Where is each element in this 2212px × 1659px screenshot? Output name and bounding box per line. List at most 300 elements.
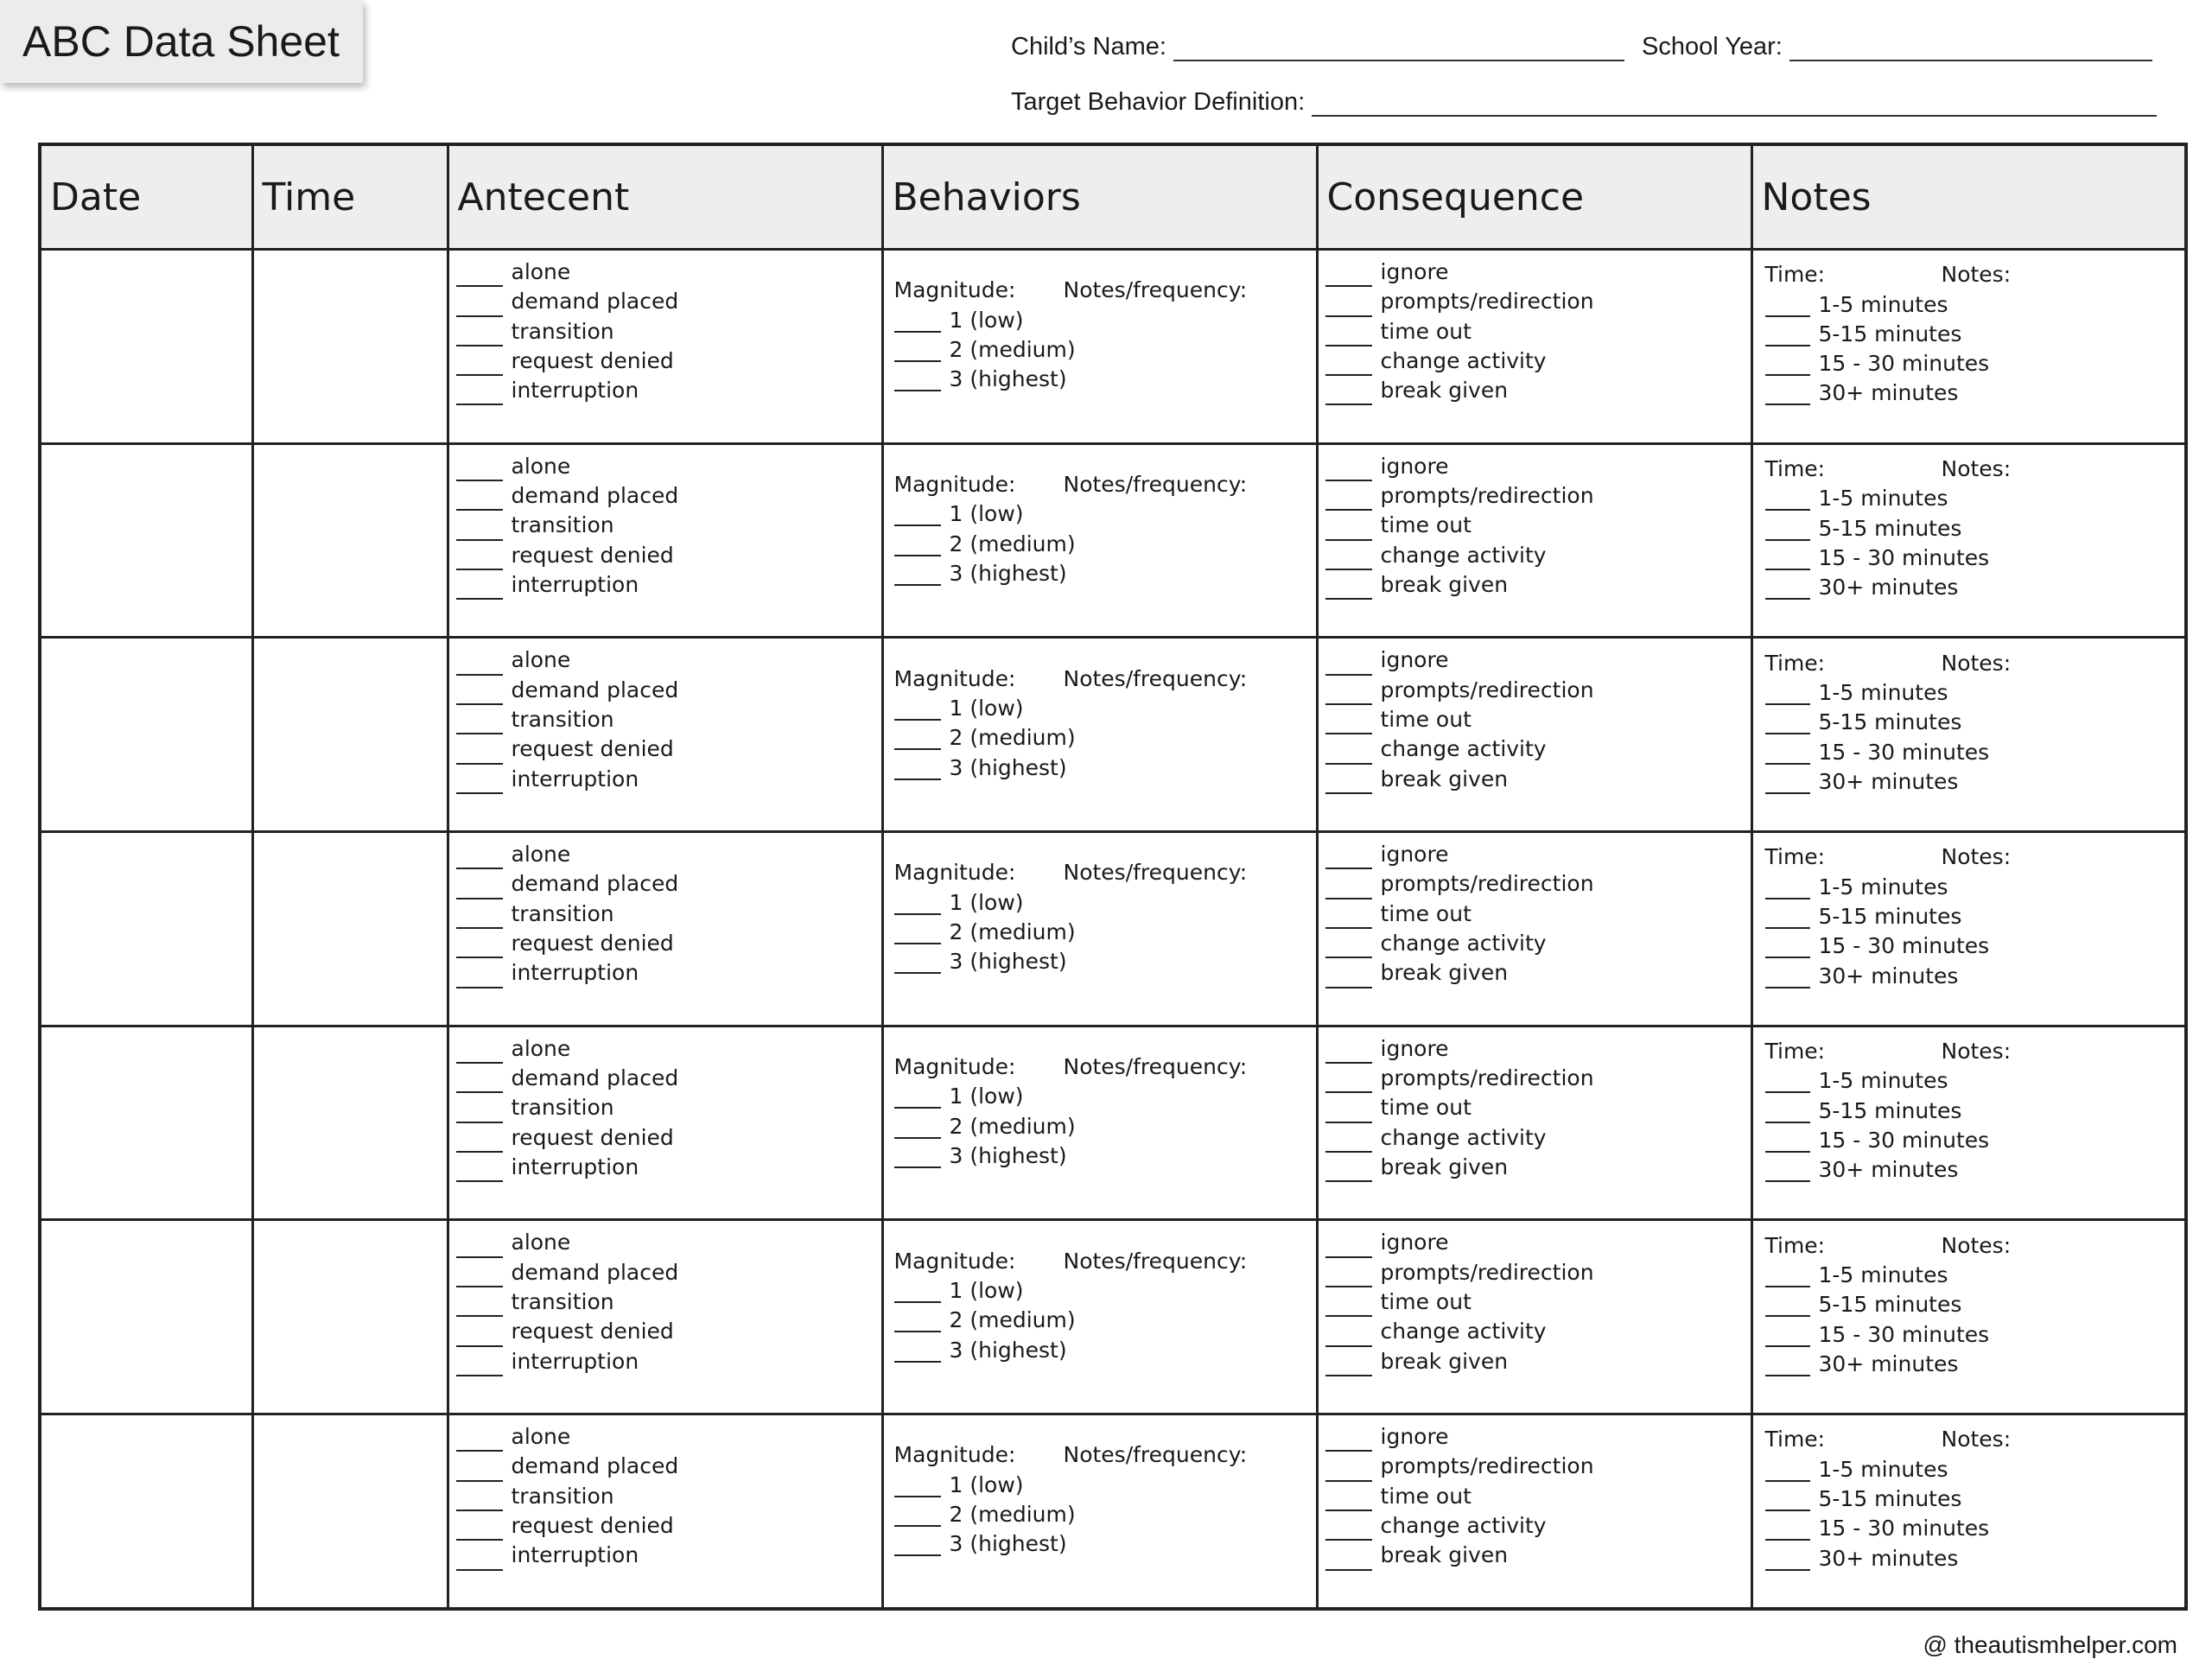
header-fields-row: [1011, 33, 2152, 61]
target-behavior-label: Target Behavior Definition:: [1011, 88, 1306, 116]
consequence-option-label: break given: [1380, 1348, 1509, 1374]
antecedent-option: [456, 1034, 881, 1064]
consequence-options: [1319, 1415, 1751, 1570]
duration-option-label: 30+ minutes: [1818, 1351, 1959, 1376]
checkbox-blank[interactable]: [894, 1084, 941, 1109]
checkbox-blank[interactable]: [1325, 741, 1372, 765]
magnitude-option: [894, 1079, 1316, 1109]
checkbox-blank[interactable]: [1325, 1069, 1372, 1093]
checkbox-blank[interactable]: [456, 964, 503, 988]
antecedent-option: [456, 869, 881, 899]
magnitude-label: Magnitude:: [893, 1248, 1016, 1274]
checkbox-blank[interactable]: [1765, 546, 1810, 570]
antecedent-option: [456, 257, 881, 287]
checkbox-blank[interactable]: [1765, 905, 1810, 929]
notes-cell: [1751, 638, 2186, 832]
notes-options: [1753, 1415, 2185, 1570]
antecedent-option-label: transition: [511, 900, 614, 926]
antecedent-option: [456, 1347, 881, 1376]
consequence-option-label: break given: [1380, 1542, 1509, 1568]
checkbox-blank[interactable]: [1325, 681, 1372, 705]
table-row: [40, 832, 2186, 1027]
checkbox-blank[interactable]: [1765, 575, 1810, 600]
notes-cell: [1751, 1026, 2186, 1220]
time-cell[interactable]: [252, 443, 448, 638]
checkbox-blank[interactable]: [456, 1458, 503, 1482]
column-header-consequence: Consequence: [1317, 144, 1751, 250]
antecedent-option-label: transition: [511, 318, 614, 344]
time-cell[interactable]: [252, 250, 448, 444]
consequence-option-label: prompts/redirection: [1380, 1259, 1594, 1285]
antecedent-option-label: demand placed: [511, 1065, 679, 1091]
checkbox-blank[interactable]: [1325, 652, 1372, 676]
consequence-option-label: break given: [1380, 571, 1509, 597]
consequence-option: [1325, 1541, 1751, 1570]
date-cell[interactable]: [40, 250, 252, 444]
behaviors-cell: [882, 1220, 1317, 1414]
checkbox-blank[interactable]: [456, 1427, 503, 1452]
consequence-option-label: prompts/redirection: [1380, 1065, 1594, 1091]
checkbox-blank[interactable]: [456, 322, 503, 346]
checkbox-blank[interactable]: [1325, 1099, 1372, 1123]
checkbox-blank[interactable]: [1765, 1128, 1810, 1153]
consequence-option-label: break given: [1380, 960, 1509, 986]
checkbox-blank[interactable]: [456, 652, 503, 676]
frequency-label: Notes/frequency:: [1063, 1442, 1248, 1468]
checkbox-blank[interactable]: [1765, 964, 1810, 988]
antecedent-option: [456, 734, 881, 764]
magnitude-option: [894, 1139, 1316, 1168]
antecedent-option-label: alone: [511, 1230, 571, 1255]
checkbox-blank[interactable]: [1765, 710, 1810, 734]
consequence-option-label: break given: [1380, 378, 1509, 404]
antecedent-option-label: transition: [511, 1289, 614, 1315]
checkbox-blank[interactable]: [456, 845, 503, 869]
consequence-option: [1325, 1034, 1751, 1064]
duration-option: [1765, 734, 2185, 764]
checkbox-blank[interactable]: [1325, 964, 1372, 988]
consequence-option-label: change activity: [1380, 1124, 1547, 1150]
consequence-option: [1325, 1123, 1751, 1153]
checkbox-blank[interactable]: [894, 1473, 941, 1497]
consequence-option: [1325, 1452, 1751, 1481]
target-behavior-row: [1011, 88, 2157, 117]
consequence-option-label: break given: [1380, 766, 1509, 791]
checkbox-blank[interactable]: [1765, 517, 1810, 541]
checkbox-blank[interactable]: [894, 920, 941, 944]
checkbox-blank[interactable]: [456, 710, 503, 734]
consequence-option: [1325, 452, 1751, 481]
checkbox-blank[interactable]: [1325, 1234, 1372, 1258]
antecedent-option-label: transition: [511, 512, 614, 538]
notes-notes-label: Notes:: [1941, 1232, 2012, 1258]
checkbox-blank[interactable]: [456, 1039, 503, 1064]
checkbox-blank[interactable]: [1325, 322, 1372, 346]
notes-options: [1753, 445, 2185, 600]
checkbox-blank[interactable]: [1765, 770, 1810, 794]
checkbox-blank[interactable]: [1765, 934, 1810, 958]
consequence-cell: [1317, 832, 1751, 1027]
checkbox-blank[interactable]: [1325, 1128, 1372, 1153]
frequency-label: Notes/frequency:: [1063, 860, 1248, 886]
consequence-cell: [1317, 1220, 1751, 1414]
antecedent-option-label: alone: [511, 1424, 571, 1450]
behaviors-header: [894, 661, 1316, 690]
antecedent-option-label: request denied: [511, 930, 674, 956]
checkbox-blank[interactable]: [1765, 1458, 1810, 1482]
magnitude-option: [894, 362, 1316, 391]
checkbox-blank[interactable]: [456, 875, 503, 899]
consequence-option-label: ignore: [1380, 647, 1449, 673]
antecedent-option-label: alone: [511, 453, 571, 479]
checkbox-blank[interactable]: [894, 1338, 941, 1363]
duration-option-label: 30+ minutes: [1818, 768, 1959, 794]
column-header-time: Time: [252, 144, 448, 250]
checkbox-blank[interactable]: [894, 1503, 941, 1527]
date-cell[interactable]: [40, 443, 252, 638]
checkbox-blank[interactable]: [456, 1547, 503, 1571]
checkbox-blank[interactable]: [1325, 352, 1372, 376]
time-cell[interactable]: [252, 638, 448, 832]
checkbox-blank[interactable]: [1325, 1427, 1372, 1452]
date-cell[interactable]: [40, 832, 252, 1027]
checkbox-blank[interactable]: [456, 1128, 503, 1153]
consequence-options: [1319, 1027, 1751, 1182]
school-year-label: School Year:: [1641, 33, 1783, 60]
magnitude-option-label: 2 (medium): [949, 531, 1076, 556]
checkbox-blank[interactable]: [894, 1308, 941, 1332]
behaviors-options: [884, 1027, 1316, 1168]
checkbox-blank[interactable]: [894, 696, 941, 721]
target-behavior-field[interactable]: [1312, 91, 2157, 117]
antecedent-option-label: request denied: [511, 1319, 674, 1344]
notes-options: [1753, 1027, 2185, 1182]
duration-option-label: 5-15 minutes: [1818, 1097, 1962, 1123]
antecedent-option-label: request denied: [511, 347, 674, 373]
checkbox-blank[interactable]: [1765, 1069, 1810, 1093]
checkbox-blank[interactable]: [456, 1158, 503, 1182]
antecedent-option-label: interruption: [511, 1542, 639, 1568]
checkbox-blank[interactable]: [1765, 1263, 1810, 1287]
magnitude-option-label: 2 (medium): [949, 725, 1076, 751]
duration-option: [1765, 1064, 2185, 1093]
checkbox-blank[interactable]: [894, 891, 941, 915]
antecedent-options: [449, 445, 881, 600]
consequence-options: [1319, 639, 1751, 793]
checkbox-blank[interactable]: [1325, 381, 1372, 405]
notes-time-label: Time:: [1764, 844, 1826, 870]
behaviors-options: [884, 1415, 1316, 1556]
checkbox-blank[interactable]: [456, 1263, 503, 1287]
duration-option: [1765, 1482, 2185, 1511]
antecedent-cell: [448, 638, 882, 832]
checkbox-blank[interactable]: [456, 1234, 503, 1258]
magnitude-label: Magnitude:: [893, 277, 1016, 303]
antecedent-option-label: request denied: [511, 736, 674, 762]
checkbox-blank[interactable]: [1325, 263, 1372, 287]
checkbox-blank[interactable]: [894, 338, 941, 362]
consequence-option-label: time out: [1380, 1289, 1471, 1315]
notes-header: [1765, 1034, 2185, 1064]
antecedent-option-label: transition: [511, 1095, 614, 1121]
consequence-cell: [1317, 1026, 1751, 1220]
antecedent-option: [456, 376, 881, 405]
checkbox-blank[interactable]: [456, 381, 503, 405]
duration-option: [1765, 958, 2185, 988]
notes-options: [1753, 1221, 2185, 1376]
antecedent-option: [456, 481, 881, 511]
antecedent-option-label: transition: [511, 706, 614, 732]
checkbox-blank[interactable]: [456, 905, 503, 929]
antecedent-option: [456, 929, 881, 958]
checkbox-blank[interactable]: [894, 1144, 941, 1168]
child-name-label: Child’s Name:: [1011, 33, 1166, 60]
checkbox-blank[interactable]: [1325, 1547, 1372, 1571]
magnitude-option-label: 3 (highest): [949, 1142, 1067, 1168]
magnitude-option: [894, 691, 1316, 721]
checkbox-blank[interactable]: [1325, 1263, 1372, 1287]
checkbox-blank[interactable]: [456, 1293, 503, 1317]
checkbox-blank[interactable]: [1325, 1487, 1372, 1511]
date-cell[interactable]: [40, 638, 252, 832]
checkbox-blank[interactable]: [1325, 1039, 1372, 1064]
checkbox-blank[interactable]: [456, 293, 503, 317]
time-cell[interactable]: [252, 1026, 448, 1220]
checkbox-blank[interactable]: [456, 1352, 503, 1376]
notes-cell: [1751, 443, 2186, 638]
checkbox-blank[interactable]: [1325, 1516, 1372, 1541]
antecedent-option: [456, 287, 881, 316]
magnitude-option: [894, 1109, 1316, 1138]
checkbox-blank[interactable]: [1325, 845, 1372, 869]
checkbox-blank[interactable]: [894, 367, 941, 391]
checkbox-blank[interactable]: [456, 546, 503, 570]
checkbox-blank[interactable]: [456, 457, 503, 481]
magnitude-option: [894, 915, 1316, 944]
checkbox-blank[interactable]: [1765, 681, 1810, 705]
checkbox-blank[interactable]: [1325, 1323, 1372, 1347]
behaviors-header: [894, 467, 1316, 497]
behaviors-header: [894, 273, 1316, 302]
consequence-option: [1325, 257, 1751, 287]
magnitude-option-label: 1 (low): [949, 1278, 1024, 1304]
time-cell[interactable]: [252, 1220, 448, 1414]
checkbox-blank[interactable]: [1325, 486, 1372, 511]
checkbox-blank[interactable]: [1765, 293, 1810, 317]
checkbox-blank[interactable]: [894, 726, 941, 750]
antecedent-option: [456, 1123, 881, 1153]
behaviors-header: [894, 1243, 1316, 1273]
checkbox-blank[interactable]: [1765, 352, 1810, 376]
duration-option: [1765, 1153, 2185, 1182]
consequence-option-label: change activity: [1380, 930, 1547, 956]
antecedent-option-label: alone: [511, 842, 571, 868]
checkbox-blank[interactable]: [1325, 457, 1372, 481]
magnitude-option-label: 3 (highest): [949, 366, 1067, 392]
duration-option-label: 5-15 minutes: [1818, 1292, 1962, 1318]
checkbox-blank[interactable]: [1325, 293, 1372, 317]
notes-time-label: Time:: [1764, 1232, 1826, 1258]
checkbox-blank[interactable]: [1325, 875, 1372, 899]
notes-header: [1765, 1422, 2185, 1452]
checkbox-blank[interactable]: [1325, 710, 1372, 734]
checkbox-blank[interactable]: [1765, 1323, 1810, 1347]
antecedent-option-label: alone: [511, 1035, 571, 1061]
checkbox-blank[interactable]: [894, 308, 941, 333]
checkbox-blank[interactable]: [456, 1099, 503, 1123]
checkbox-blank[interactable]: [1325, 905, 1372, 929]
magnitude-option-label: 3 (highest): [949, 560, 1067, 586]
date-cell[interactable]: [40, 1026, 252, 1220]
magnitude-option-label: 3 (highest): [949, 949, 1067, 975]
consequence-option: [1325, 869, 1751, 899]
notes-time-label: Time:: [1764, 262, 1826, 288]
magnitude-option: [894, 1303, 1316, 1332]
checkbox-blank[interactable]: [456, 934, 503, 958]
behaviors-cell: [882, 443, 1317, 638]
magnitude-option-label: 3 (highest): [949, 754, 1067, 780]
checkbox-blank[interactable]: [1765, 875, 1810, 899]
checkbox-blank[interactable]: [1325, 575, 1372, 600]
consequence-option: [1325, 481, 1751, 511]
consequence-option: [1325, 376, 1751, 405]
checkbox-blank[interactable]: [1325, 1352, 1372, 1376]
checkbox-blank[interactable]: [456, 770, 503, 794]
abc-data-table: [38, 143, 2188, 1611]
checkbox-blank[interactable]: [456, 1487, 503, 1511]
magnitude-option: [894, 556, 1316, 586]
checkbox-blank[interactable]: [1765, 381, 1810, 405]
behaviors-header: [894, 1438, 1316, 1467]
checkbox-blank[interactable]: [1765, 741, 1810, 765]
checkbox-blank[interactable]: [1325, 1458, 1372, 1482]
antecedent-option: [456, 1064, 881, 1093]
checkbox-blank[interactable]: [1325, 1293, 1372, 1317]
magnitude-label: Magnitude:: [893, 471, 1016, 497]
duration-option-label: 5-15 minutes: [1818, 709, 1962, 735]
checkbox-blank[interactable]: [1765, 486, 1810, 511]
checkbox-blank[interactable]: [1325, 770, 1372, 794]
checkbox-blank[interactable]: [894, 1532, 941, 1556]
magnitude-option: [894, 721, 1316, 750]
checkbox-blank[interactable]: [1765, 1547, 1810, 1571]
checkbox-blank[interactable]: [1765, 1099, 1810, 1123]
consequence-option-label: ignore: [1380, 1035, 1449, 1061]
checkbox-blank[interactable]: [456, 1069, 503, 1093]
antecedent-cell: [448, 1220, 882, 1414]
checkbox-blank[interactable]: [456, 263, 503, 287]
notes-time-label: Time:: [1764, 1039, 1826, 1065]
table-row: [40, 638, 2186, 832]
checkbox-blank[interactable]: [894, 950, 941, 974]
consequence-option-label: time out: [1380, 512, 1471, 538]
checkbox-blank[interactable]: [456, 575, 503, 600]
antecedent-cell: [448, 832, 882, 1027]
antecedent-option: [456, 899, 881, 929]
consequence-option: [1325, 958, 1751, 988]
notes-time-label: Time:: [1764, 1427, 1826, 1452]
checkbox-blank[interactable]: [456, 741, 503, 765]
checkbox-blank[interactable]: [1765, 1516, 1810, 1541]
checkbox-blank[interactable]: [456, 1323, 503, 1347]
checkbox-blank[interactable]: [456, 1516, 503, 1541]
duration-option-label: 30+ minutes: [1818, 380, 1959, 406]
magnitude-option-label: 3 (highest): [949, 1337, 1067, 1363]
behaviors-cell: [882, 638, 1317, 832]
checkbox-blank[interactable]: [894, 502, 941, 526]
antecedent-option: [456, 1258, 881, 1287]
checkbox-blank[interactable]: [894, 532, 941, 556]
checkbox-blank[interactable]: [1765, 1293, 1810, 1317]
consequence-option-label: change activity: [1380, 736, 1547, 762]
antecedent-option-label: request denied: [511, 1124, 674, 1150]
antecedent-option: [456, 1452, 881, 1481]
behaviors-cell: [882, 832, 1317, 1027]
checkbox-blank[interactable]: [1765, 1352, 1810, 1376]
duration-option-label: 15 - 30 minutes: [1818, 1516, 1990, 1541]
consequence-option-label: change activity: [1380, 1319, 1547, 1344]
consequence-option: [1325, 840, 1751, 869]
checkbox-blank[interactable]: [1765, 322, 1810, 346]
notes-notes-label: Notes:: [1941, 1039, 2012, 1065]
checkbox-blank[interactable]: [894, 562, 941, 586]
checkbox-blank[interactable]: [894, 756, 941, 780]
checkbox-blank[interactable]: [456, 681, 503, 705]
notes-notes-label: Notes:: [1941, 262, 2012, 288]
checkbox-blank[interactable]: [1765, 1487, 1810, 1511]
antecedent-option: [456, 1317, 881, 1346]
checkbox-blank[interactable]: [456, 486, 503, 511]
behaviors-cell: [882, 1414, 1317, 1609]
consequence-cell: [1317, 1414, 1751, 1609]
checkbox-blank[interactable]: [1765, 1158, 1810, 1182]
antecedent-option: [456, 705, 881, 734]
notes-notes-label: Notes:: [1941, 844, 2012, 870]
checkbox-blank[interactable]: [456, 352, 503, 376]
consequence-option-label: ignore: [1380, 453, 1449, 479]
checkbox-blank[interactable]: [1325, 934, 1372, 958]
magnitude-option: [894, 750, 1316, 779]
date-cell[interactable]: [40, 1414, 252, 1609]
checkbox-blank[interactable]: [894, 1115, 941, 1139]
notes-header: [1765, 452, 2185, 481]
consequence-options: [1319, 445, 1751, 600]
time-cell[interactable]: [252, 1414, 448, 1609]
consequence-option-label: ignore: [1380, 842, 1449, 868]
checkbox-blank[interactable]: [456, 517, 503, 541]
child-name-field[interactable]: [1173, 35, 1624, 61]
duration-option-label: 15 - 30 minutes: [1818, 933, 1990, 959]
magnitude-option: [894, 526, 1316, 556]
checkbox-blank[interactable]: [894, 1279, 941, 1303]
table-row: [40, 443, 2186, 638]
duration-option: [1765, 1287, 2185, 1317]
checkbox-blank[interactable]: [1325, 546, 1372, 570]
consequence-option: [1325, 765, 1751, 794]
checkbox-blank[interactable]: [1325, 1158, 1372, 1182]
checkbox-blank[interactable]: [1325, 517, 1372, 541]
time-cell[interactable]: [252, 832, 448, 1027]
consequence-option: [1325, 899, 1751, 929]
consequence-option: [1325, 1258, 1751, 1287]
column-header-behaviors: Behaviors: [882, 144, 1317, 250]
notes-notes-label: Notes:: [1941, 455, 2012, 481]
duration-option: [1765, 317, 2185, 346]
school-year-field[interactable]: [1789, 35, 2152, 61]
duration-option: [1765, 869, 2185, 899]
date-cell[interactable]: [40, 1220, 252, 1414]
duration-option-label: 1-5 minutes: [1818, 679, 1948, 705]
